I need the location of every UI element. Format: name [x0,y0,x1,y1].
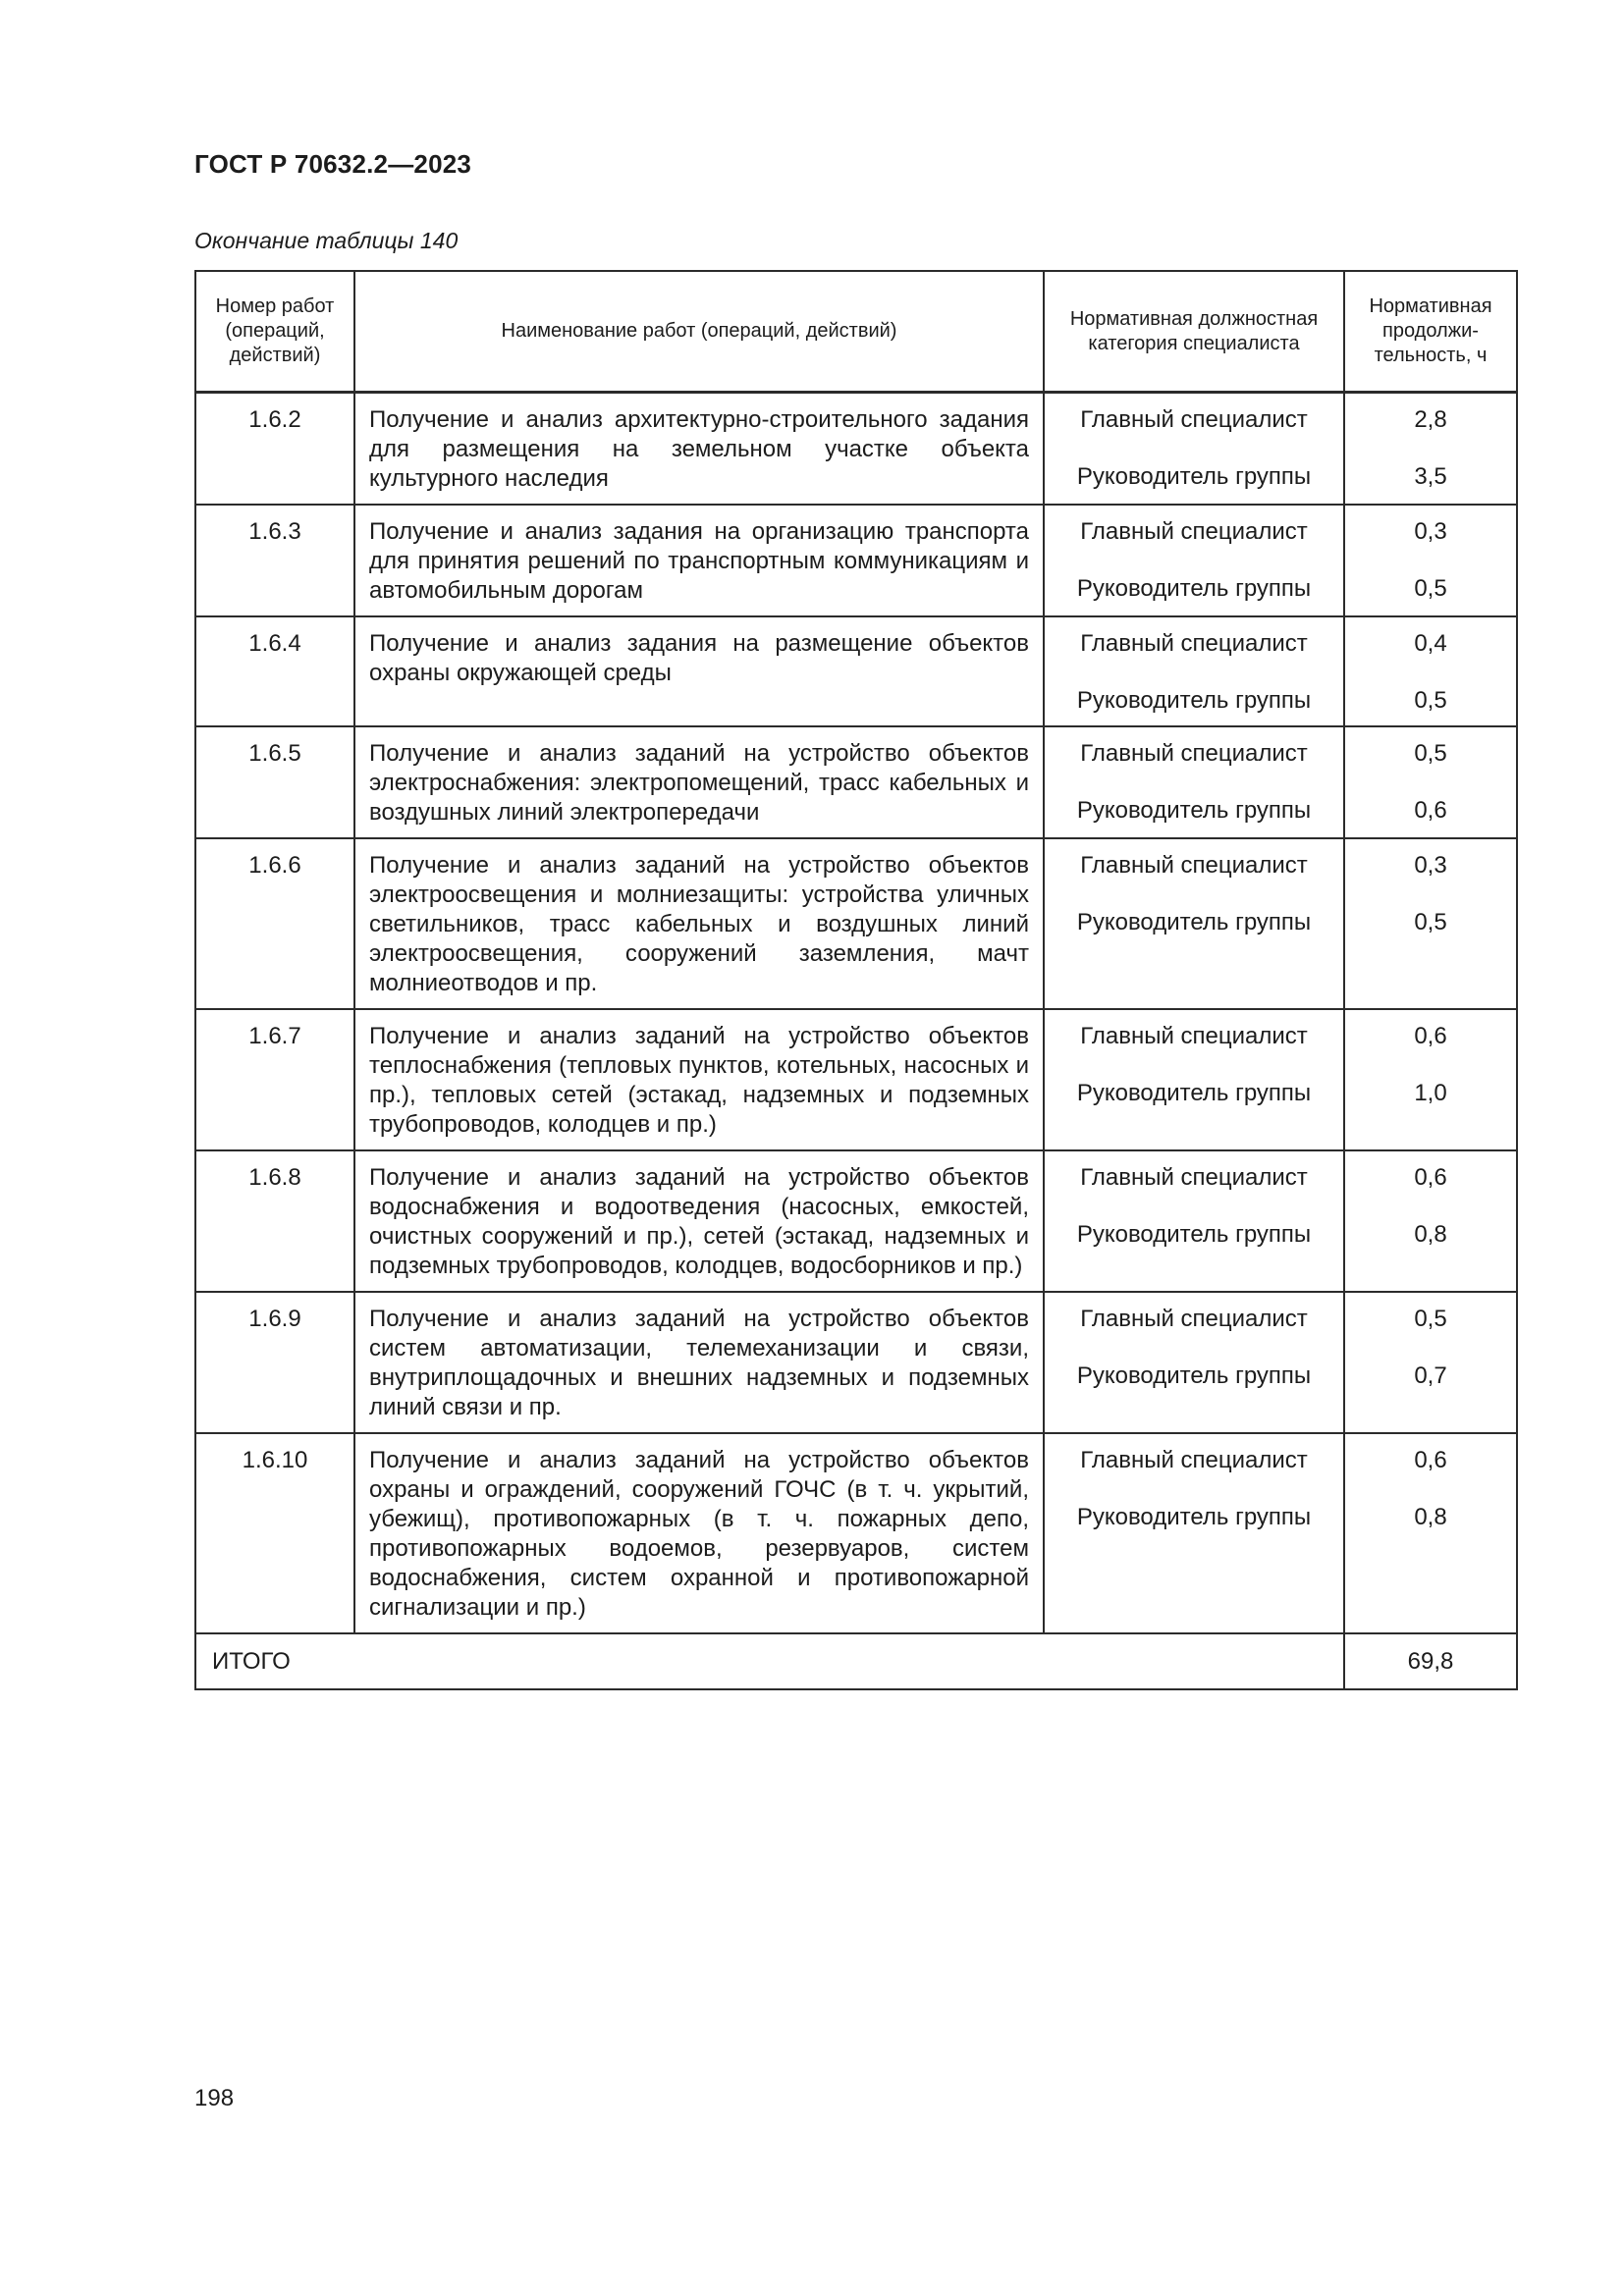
specialist-category: Главный специалист [1080,1306,1308,1332]
duration-value: 0,6 [1414,797,1447,824]
duration-cell [1344,1150,1517,1292]
duration-value: 0,7 [1414,1362,1447,1389]
duration-value: 3,5 [1414,463,1447,490]
duration-cell [1344,505,1517,616]
specialist-category-cell [1044,1433,1344,1633]
duration-value: 0,5 [1414,740,1447,767]
specialist-category-cell [1044,505,1344,616]
work-number: 1.6.5 [195,726,354,838]
duration-cell [1344,726,1517,838]
duration-cell [1344,393,1517,506]
specialist-category: Руководитель группы [1076,1080,1312,1106]
duration-value: 1,0 [1414,1080,1447,1106]
work-name: Получение и анализ задания на размещение объектов охраны окружающей среды [354,616,1044,726]
specialist-category-cell [1044,1009,1344,1150]
duration-value: 0,4 [1414,630,1447,657]
specialist-category-cell [1044,1150,1344,1292]
specialist-category: Главный специалист [1080,630,1308,657]
duration-cell [1344,1433,1517,1633]
total-row [195,1633,1517,1689]
work-name: Получение и анализ заданий на устройство объектов теплоснабжения (тепловых пунктов, котельных, насосных и пр.), тепловых сетей (эстакад, надземных и подземных трубопроводов, колодцев и пр.) [354,1009,1044,1150]
specialist-category-cell [1044,838,1344,1009]
specialist-category: Главный специалист [1080,1447,1308,1473]
duration-value: 0,6 [1414,1164,1447,1191]
duration-cell [1344,616,1517,726]
table-row [195,505,1517,616]
header-duration: Нормативная продолжительность, ч [1344,271,1517,393]
work-number: 1.6.2 [195,393,354,506]
specialist-category: Главный специалист [1080,406,1308,433]
table-caption: Окончание таблицы 140 [194,228,459,253]
work-number: 1.6.9 [195,1292,354,1433]
specialist-category: Руководитель группы [1076,575,1312,602]
duration-value: 0,5 [1414,687,1447,714]
work-name: Получение и анализ заданий на устройство объектов систем автоматизации, телемеханизации и связи, внутриплощадочных и внешних надземных и подземных линий связи и пр. [354,1292,1044,1433]
duration-value: 0,3 [1414,852,1447,879]
duration-value: 0,3 [1414,518,1447,545]
duration-value: 0,6 [1414,1447,1447,1473]
work-name: Получение и анализ архитектурно-строительного задания для размещения на земельном участке объекта культурного наследия [354,393,1044,506]
specialist-category: Главный специалист [1080,1164,1308,1191]
duration-value: 0,8 [1414,1504,1447,1530]
duration-value: 0,6 [1414,1023,1447,1049]
specialist-category: Руководитель группы [1076,797,1312,824]
header-number: Номер работ (операций, действий) [195,271,354,393]
work-number: 1.6.6 [195,838,354,1009]
table-row [195,393,1517,506]
duration-cell [1344,838,1517,1009]
work-name: Получение и анализ заданий на устройство объектов охраны и ограждений, сооружений ГОЧС (в т. ч. укрытий, убежищ), противопожарных (в т. ч. пожарных депо, противопожарных водоемов, резервуаров, систем водоснабжения, систем охранной и противопожарной сигнализации и пр.) [354,1433,1044,1633]
duration-value: 0,8 [1414,1221,1447,1248]
specialist-category: Руководитель группы [1076,687,1312,714]
table-body [195,393,1517,1634]
specialist-category: Главный специалист [1080,852,1308,879]
duration-value: 0,5 [1414,575,1447,602]
header-category: Нормативная должностная категория специалиста [1044,271,1344,393]
specialist-category-cell [1044,393,1344,506]
specialist-category: Руководитель группы [1076,1362,1312,1389]
specialist-category: Руководитель группы [1076,463,1312,490]
work-number: 1.6.10 [195,1433,354,1633]
table-row [195,838,1517,1009]
page-number: 198 [194,2085,235,2111]
total-value: 69,8 [1344,1633,1517,1689]
specialist-category: Главный специалист [1080,1023,1308,1049]
duration-cell [1344,1009,1517,1150]
specialist-category: Руководитель группы [1076,1504,1312,1530]
work-number: 1.6.7 [195,1009,354,1150]
total-label: ИТОГО [195,1633,1344,1689]
work-number: 1.6.3 [195,505,354,616]
duration-value: 0,5 [1414,909,1447,935]
table-row [195,1433,1517,1633]
table-row [195,726,1517,838]
work-name: Получение и анализ заданий на устройство объектов электроосвещения и молниезащиты: устройства уличных светильников, трасс кабельных и воздушных линий электроосвещения, сооружений заземления, мачт молниеотводов и пр. [354,838,1044,1009]
table-row [195,616,1517,726]
table-row [195,1150,1517,1292]
table-row [195,1292,1517,1433]
specialist-category-cell [1044,616,1344,726]
document-code: ГОСТ Р 70632.2—2023 [194,149,472,179]
work-duration-table [194,270,1518,1690]
work-name: Получение и анализ заданий на устройство объектов водоснабжения и водоотведения (насосных, емкостей, очистных сооружений и пр.), сетей (эстакад, надземных и подземных трубопроводов, колодцев, водосборников и пр.) [354,1150,1044,1292]
work-name: Получение и анализ заданий на устройство объектов электроснабжения: электропомещений, трасс кабельных и воздушных линий электропередачи [354,726,1044,838]
specialist-category: Главный специалист [1080,740,1308,767]
duration-cell [1344,1292,1517,1433]
work-number: 1.6.8 [195,1150,354,1292]
table-header-row [195,271,1517,393]
duration-value: 0,5 [1414,1306,1447,1332]
work-number: 1.6.4 [195,616,354,726]
specialist-category: Руководитель группы [1076,909,1312,935]
table-row [195,1009,1517,1150]
specialist-category: Руководитель группы [1076,1221,1312,1248]
specialist-category-cell [1044,726,1344,838]
specialist-category-cell [1044,1292,1344,1433]
specialist-category: Главный специалист [1080,518,1308,545]
work-name: Получение и анализ задания на организацию транспорта для принятия решений по транспортным коммуникациям и автомобильным дорогам [354,505,1044,616]
duration-value: 2,8 [1414,406,1447,433]
header-name: Наименование работ (операций, действий) [354,271,1044,393]
